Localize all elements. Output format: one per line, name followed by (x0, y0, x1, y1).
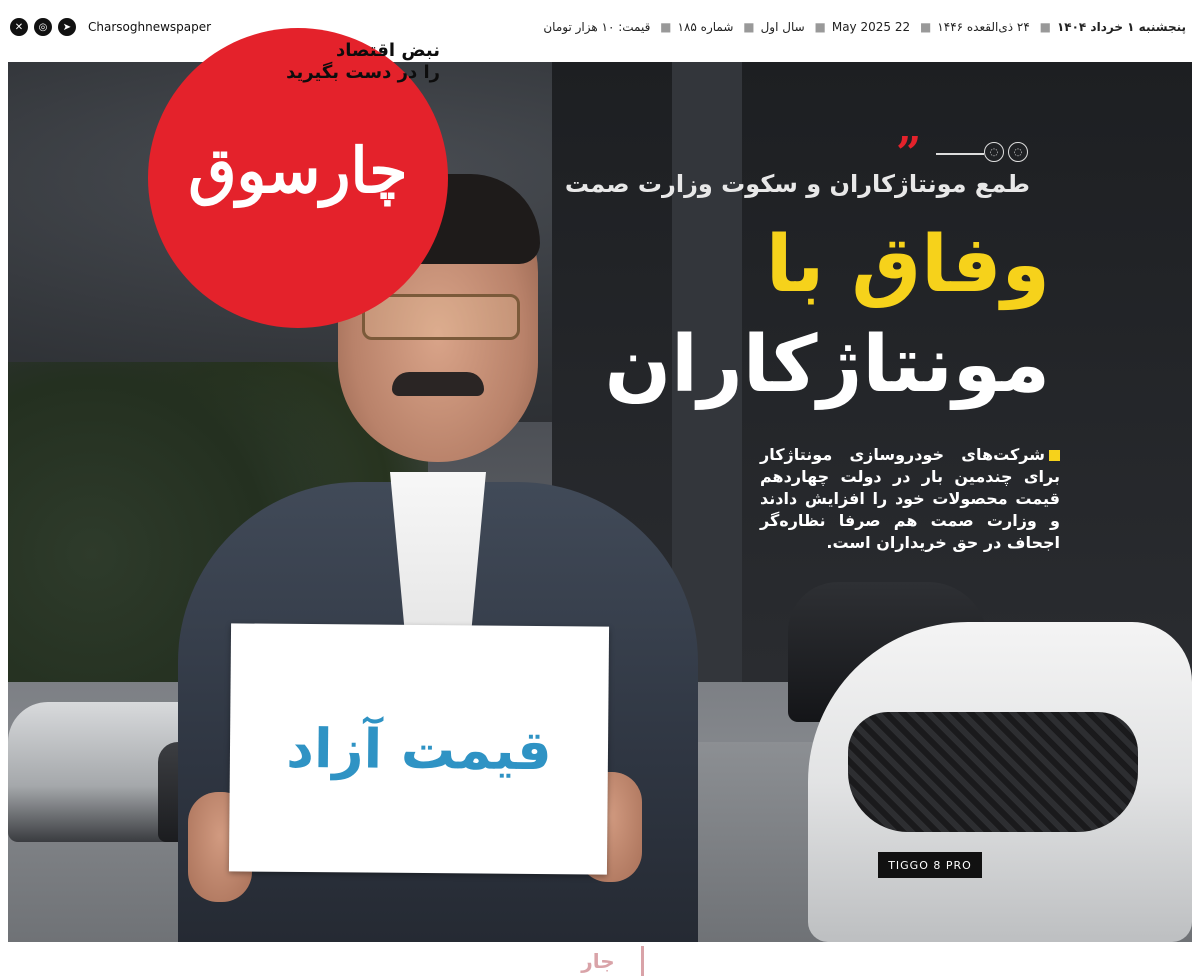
footer-tag: جار (548, 942, 648, 980)
mustache (392, 372, 484, 396)
issue-info: پنجشنبه ۱ خرداد ۱۴۰۴■ ۲۴ ذی‌القعده ۱۴۴۶■ 22 May 2025■ سال اول■ شماره ۱۸۵■ قیمت: ۱۰ هزار تومان (543, 20, 1186, 34)
price-sign (229, 623, 609, 874)
sign-text: قیمت آزاد (286, 716, 552, 782)
bullet-icon (1049, 450, 1060, 461)
headline-line1: وفاق با (765, 220, 1050, 310)
headline-line2: مونتاژکاران (604, 320, 1050, 410)
circle-b-icon: ◌ (1008, 142, 1028, 162)
quote-icon: ” (896, 128, 922, 179)
tagline-line2: را در دست بگیرید (286, 62, 440, 83)
social-links (10, 18, 211, 36)
subheading: طمع مونتاژکاران و سکوت وزارت صمت (564, 170, 1030, 198)
top-info-bar (0, 0, 1200, 62)
car-grille (848, 712, 1138, 832)
story-body (760, 444, 1060, 554)
instagram-icon[interactable]: ◎ (34, 18, 52, 36)
date-gregorian: 22 May 2025 (831, 20, 911, 34)
newspaper-logo[interactable]: چارسوق (188, 133, 408, 207)
price-label: قیمت: ۱۰ هزار تومان (543, 20, 651, 34)
circle-a-icon: ◌ (984, 142, 1004, 162)
date-weekday: پنجشنبه ۱ خرداد ۱۴۰۴ (1056, 20, 1186, 34)
tagline (250, 40, 440, 84)
story-body-text: شرکت‌های خودروسازی مونتاژکار برای چندمین بار در دولت چهاردهم قیمت محصولات خود را افزایش دادند و وزارت صمت هم صرفا نظاره‌گر اجحاف در حق خریداران است. (760, 445, 1060, 552)
x-icon[interactable]: ✕ (10, 18, 28, 36)
section-icons (984, 142, 1028, 162)
divider (936, 153, 984, 155)
tagline-line1: نبض اقتصاد (336, 40, 440, 61)
year-label: سال اول (760, 20, 805, 34)
social-handle[interactable]: Charsoghnewspaper (88, 20, 212, 34)
car-badge: TIGGO 8 PRO (878, 852, 982, 878)
glasses (362, 294, 520, 340)
issue-number: شماره ۱۸۵ (677, 20, 734, 34)
telegram-icon[interactable]: ➤ (58, 18, 76, 36)
date-hijri: ۲۴ ذی‌القعده ۱۴۴۶ (937, 20, 1030, 34)
white-suv (808, 622, 1192, 942)
